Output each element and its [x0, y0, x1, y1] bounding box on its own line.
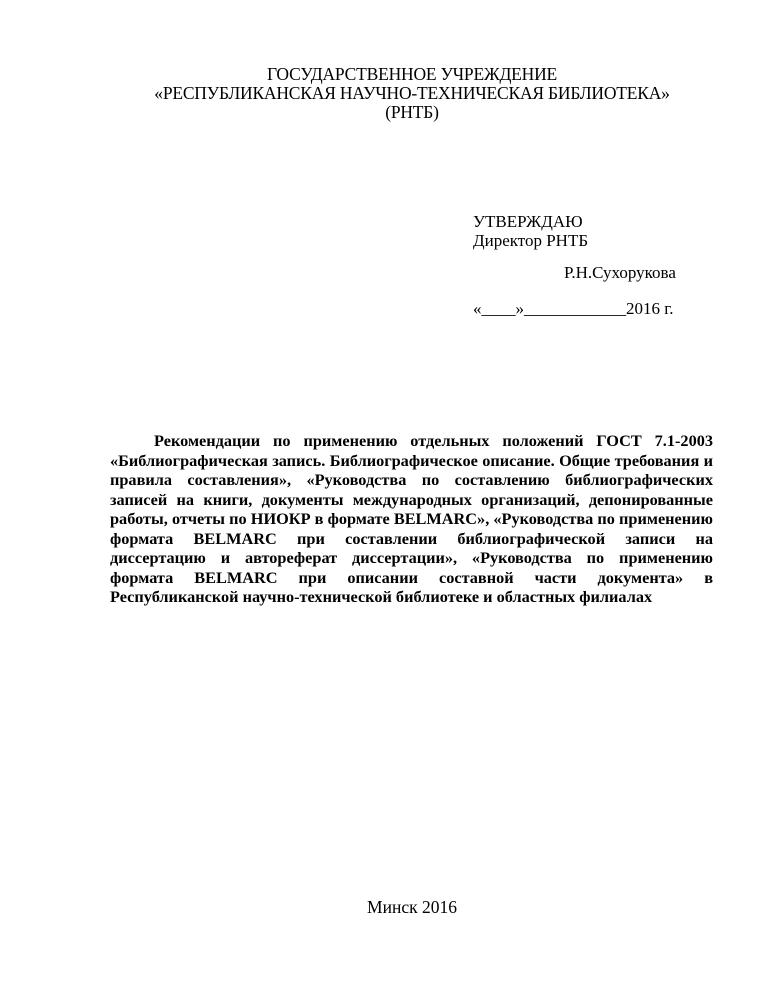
document-title: Рекомендации по применению отдельных положений ГОСТ 7.1-2003 «Библиографическая запись. Библиографическое описание. Общие требования и правила составления», «Руководства по составлению библиографических записей на книги, документы международных организаций, депонированные работы, отчеты по НИОКР в формате BELMARC», «Руководства по применению формата BELMARC при составлении библиографической записи на диссертацию и автореферат диссертации», «Руководства по применению формата BELMARC при описании составной части документа» в Республиканской научно-технической библиотеке и областных филиалах [110, 431, 713, 606]
approval-block [473, 212, 713, 318]
approval-signer: Р.Н.Сухорукова [564, 263, 676, 282]
approval-position: Директор РНТБ [473, 231, 589, 250]
header-line-abbreviation: (РНТБ) [385, 102, 439, 122]
approval-heading: УТВЕРЖДАЮ [473, 212, 583, 231]
header-line-institution-type: ГОСУДАРСТВЕННОЕ УЧРЕЖДЕНИЕ [266, 64, 558, 84]
approval-date-line: «____»____________2016 г. [473, 299, 674, 318]
organization-header [0, 65, 768, 122]
place-year: Минск 2016 [367, 897, 457, 917]
header-line-library-name: «РЕСПУБЛИКАНСКАЯ НАУЧНО-ТЕХНИЧЕСКАЯ БИБЛИОТЕКА» [154, 83, 670, 103]
